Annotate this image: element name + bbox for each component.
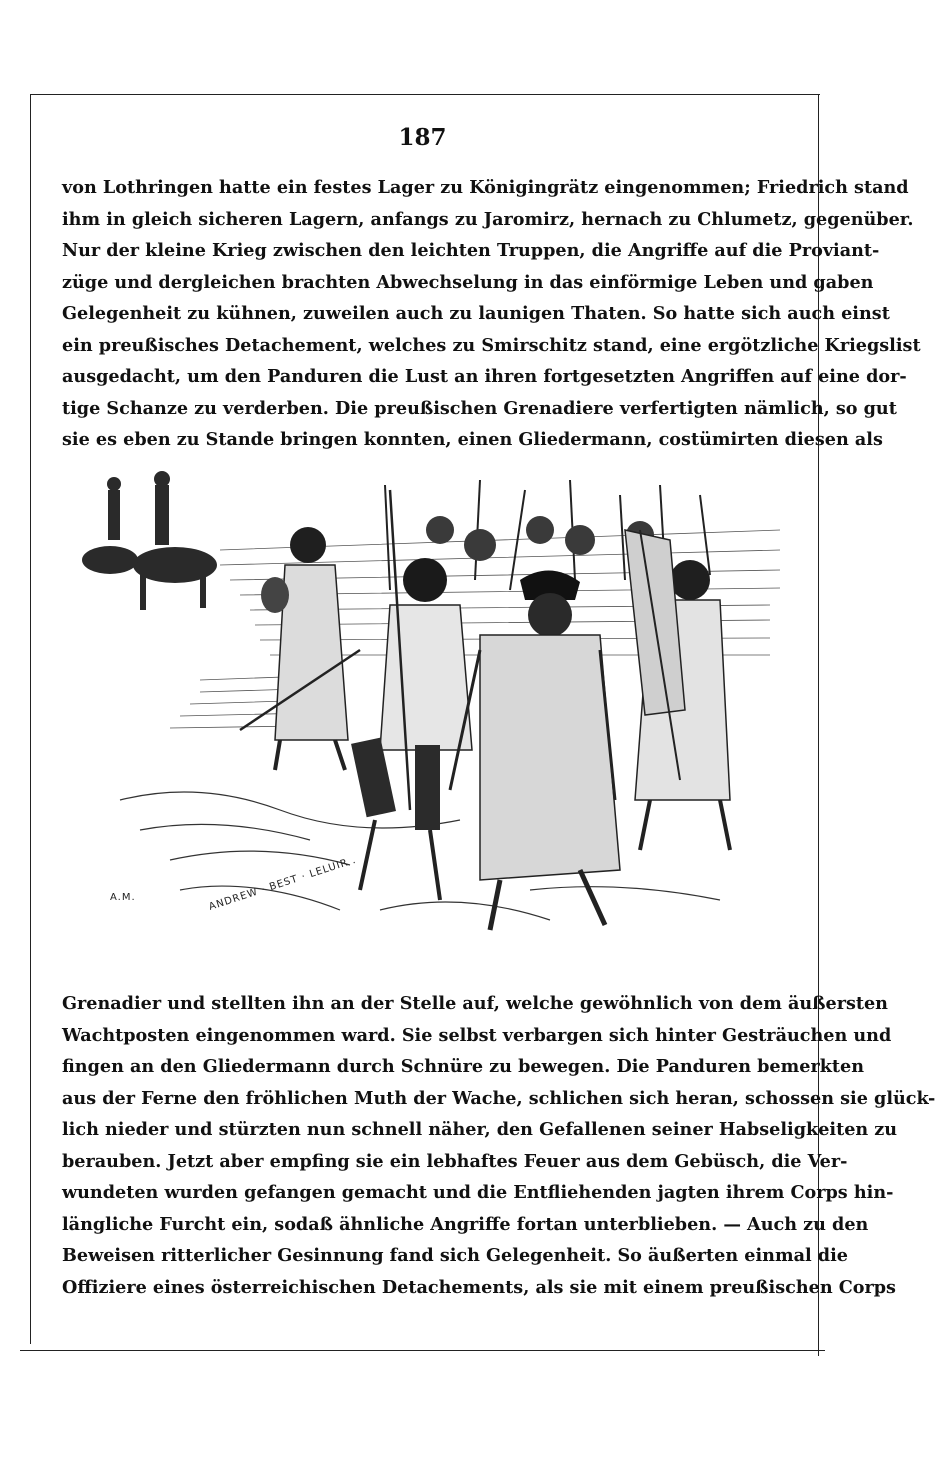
text-line: Grenadier und stellten ihn an der Stelle auf, welche gewöhnlich von dem äußersten: [62, 993, 888, 1014]
figure-right: [625, 530, 730, 850]
text-line: Gelegenheit zu kühnen, zuweilen auch zu launigen Thaten. So hatte sich auch einst: [62, 303, 890, 324]
text-line: von Lothringen hatte ein festes Lager zu Königingrätz eingenommen; Friedrich stand: [62, 177, 909, 198]
text-line: lich nieder und stürzten nun schnell näher, den Gefallenen seiner Habseligkeiten zu: [62, 1119, 898, 1140]
text-line: fingen an den Gliedermann durch Schnüre zu bewegen. Die Panduren bemerkten: [62, 1056, 865, 1077]
text-line: längliche Furcht ein, sodaß ähnliche Angriffe fortan unterblieben. — Auch zu den: [62, 1213, 869, 1235]
text-line: wundeten wurden gefangen gemacht und die Entfliehenden jagten ihrem Corps hin-: [62, 1182, 894, 1203]
page-number: 187: [398, 124, 447, 151]
figure-center-left: [351, 490, 472, 900]
text-line: ausgedacht, um den Panduren die Lust an ihren fortgesetzten Angriffen auf eine dor-: [62, 366, 907, 387]
engraver-signature: ANDREW · BEST · LELUIR .: [207, 854, 358, 913]
figure-left: [240, 527, 360, 770]
frame-top-rule: [30, 94, 820, 95]
woodcut-illustration: [80, 470, 780, 960]
figure-center: [450, 570, 620, 930]
text-line: tige Schanze zu verderben. Die preußischen Grenadiere verfertigten nämlich, so gut: [62, 397, 897, 419]
text-line: Offiziere eines österreichischen Detachements, als sie mit einem preußischen Corps: [62, 1276, 896, 1298]
text-line: ein preußisches Detachement, welches zu Smirschitz stand, eine ergötzliche Kriegslist: [62, 334, 921, 356]
text-line: aus der Ferne den fröhlichen Muth der Wache, schlichen sich heran, schossen sie glück-: [62, 1087, 935, 1109]
paragraph-top: [62, 172, 921, 456]
frame-bottom-rule: [20, 1350, 825, 1351]
text-line: Wachtposten eingenommen ward. Sie selbst verbargen sich hinter Gesträuchen und: [62, 1024, 892, 1046]
text-line: berauben. Jetzt aber empfing sie ein lebhaftes Feuer aus dem Gebüsch, die Ver-: [62, 1150, 848, 1172]
text-line: Beweisen ritterlicher Gesinnung fand sich Gelegenheit. So äußerten einmal die: [62, 1245, 848, 1266]
text-line: ihm in gleich sicheren Lagern, anfangs zu Jaromirz, hernach zu Chlumetz, gegenüber.: [62, 208, 914, 230]
illustration-monogram: A.M.: [110, 892, 136, 903]
frame-left-rule: [30, 94, 31, 1344]
text-line: sie es eben zu Stande bringen konnten, einen Gliedermann, costümirten diesen als: [62, 429, 883, 450]
text-line: Nur der kleine Krieg zwischen den leichten Truppen, die Angriffe auf die Proviant-: [62, 240, 880, 261]
paragraph-bottom: [62, 988, 935, 1303]
text-line: züge und dergleichen brachten Abwechselung in das einförmige Leben und gaben: [62, 271, 874, 293]
riders-group: [82, 471, 217, 610]
